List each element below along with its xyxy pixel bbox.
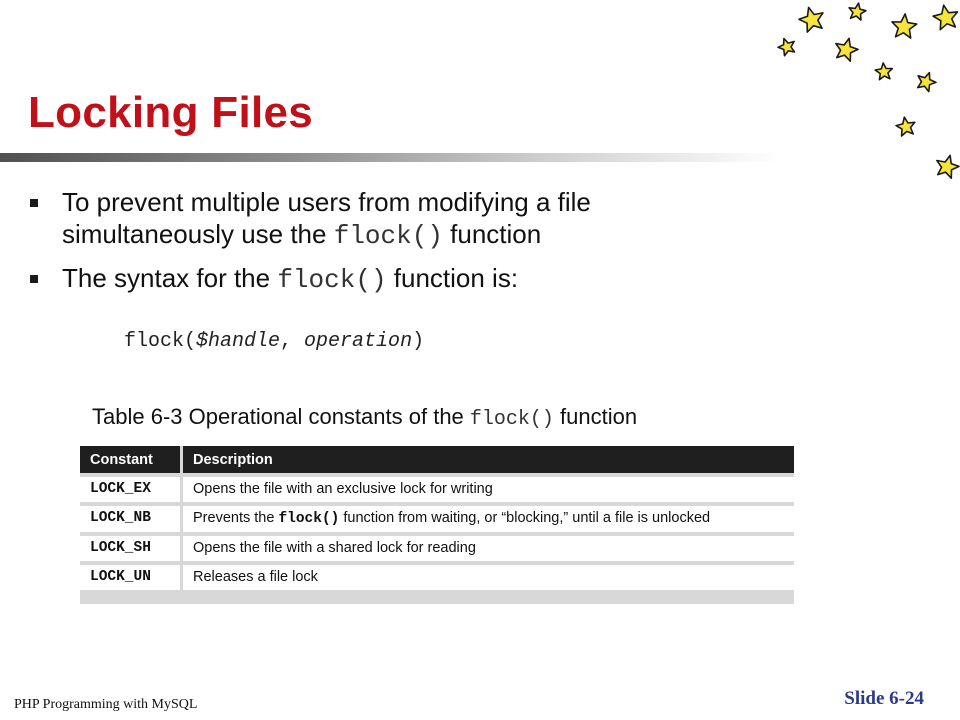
star-icon	[896, 117, 915, 136]
slide-title: Locking Files	[28, 88, 314, 137]
star-icon	[778, 39, 795, 56]
bullet-list	[30, 186, 750, 306]
constant-cell: LOCK_SH	[80, 536, 183, 565]
table-row	[80, 473, 794, 506]
description-text: Releases a file lock	[193, 569, 318, 585]
inline-code: flock()	[277, 265, 387, 295]
caption-code: flock()	[469, 408, 554, 431]
star-icon	[918, 73, 936, 92]
description-text: function from waiting, or “blocking,” until a file is unlocked	[339, 510, 711, 526]
constant-cell: LOCK_NB	[80, 506, 183, 536]
description-cell	[183, 565, 794, 594]
syntax-suffix: )	[412, 330, 425, 353]
syntax-separator: ,	[280, 330, 305, 353]
description-cell	[183, 473, 794, 506]
star-icon	[849, 3, 866, 20]
table-header-row	[80, 446, 794, 473]
square-bullet-icon	[30, 199, 38, 207]
description-text: Opens the file with an exclusive lock for writing	[193, 481, 493, 497]
table-caption	[92, 404, 637, 431]
bullet-item	[30, 262, 750, 296]
bullet-text: To prevent multiple users from modifying a file simultaneously use the	[62, 187, 591, 249]
star-icon	[875, 63, 892, 80]
bullet-text: function is:	[386, 263, 519, 293]
syntax-example	[124, 330, 424, 353]
star-icon	[799, 7, 823, 32]
header-description: Description	[183, 446, 794, 473]
syntax-prefix: flock(	[124, 330, 197, 353]
inline-code: flock()	[333, 221, 443, 251]
syntax-arg-operation: operation	[304, 330, 413, 353]
constant-cell: LOCK_UN	[80, 565, 183, 594]
bullet-text: function	[442, 219, 542, 249]
table-row	[80, 506, 794, 536]
star-icon	[937, 155, 959, 178]
constant-cell: LOCK_EX	[80, 473, 183, 506]
description-text: Opens the file with a shared lock for reading	[193, 540, 476, 556]
star-icon	[933, 5, 957, 30]
constants-table	[80, 446, 794, 604]
stars-decoration	[760, 0, 960, 200]
caption-text: function	[553, 404, 638, 429]
description-cell	[183, 506, 794, 536]
square-bullet-icon	[30, 275, 38, 283]
description-text: Prevents the	[193, 510, 279, 526]
caption-text: Table 6-3 Operational constants of the	[92, 404, 470, 429]
syntax-arg-handle: $handle	[196, 330, 281, 353]
table-row	[80, 536, 794, 565]
bullet-text: The syntax for the	[62, 263, 278, 293]
footer-course-title: PHP Programming with MySQL	[14, 697, 198, 712]
table-row	[80, 565, 794, 594]
description-cell	[183, 536, 794, 565]
star-icon	[892, 14, 917, 38]
footer-slide-number: Slide 6-24	[844, 688, 924, 709]
star-icon	[836, 38, 858, 61]
title-underline-bar	[0, 153, 780, 162]
bullet-item	[30, 186, 750, 252]
description-code: flock()	[278, 511, 340, 527]
header-constant: Constant	[80, 446, 183, 473]
